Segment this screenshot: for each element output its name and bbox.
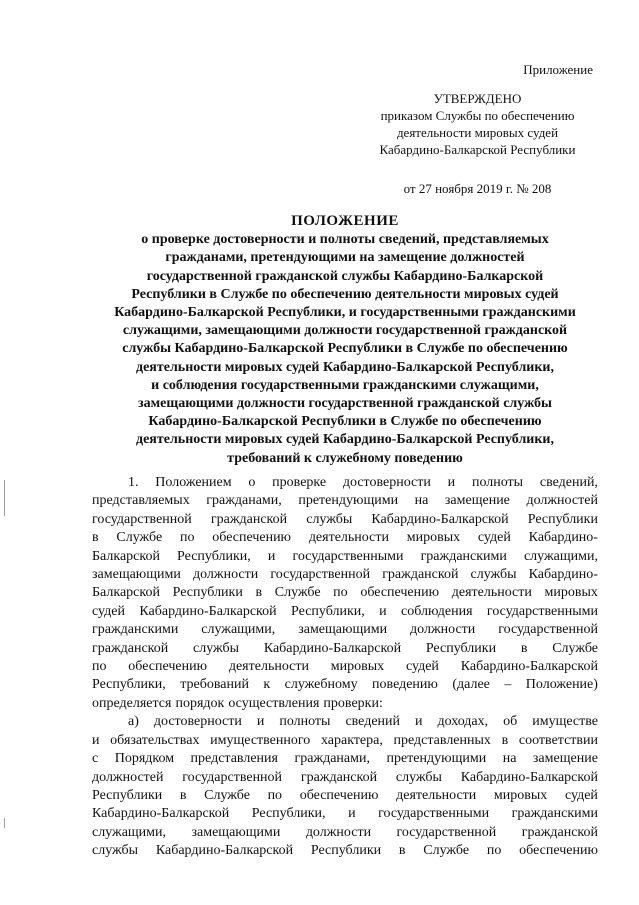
body-word: деятельности <box>451 585 532 601</box>
body-word: и <box>415 714 423 730</box>
body-word: поведению <box>372 677 438 693</box>
body-word: государственной <box>498 622 598 638</box>
body-line <box>92 842 598 860</box>
body-word: в <box>398 843 406 859</box>
body-word: полноты <box>279 714 331 730</box>
body-word: имущественного <box>210 732 311 748</box>
body-word: гражданскими <box>420 548 507 564</box>
body-word: представления <box>190 751 278 767</box>
body-word: замещающими <box>298 622 388 638</box>
body-word: мировых <box>493 787 548 803</box>
title-heading: ПОЛОЖЕНИЕ <box>291 213 399 229</box>
title-line: замещающими должности государственной гражданской службы <box>138 396 552 412</box>
body-word: Положением <box>155 475 232 490</box>
body-word: служащими, <box>201 622 276 638</box>
body-word: деятельности <box>228 659 309 675</box>
body-word: служащими, <box>523 548 598 564</box>
body-word: должности <box>410 622 476 638</box>
body-word: службы <box>193 640 240 656</box>
body-word: полноты <box>471 475 524 490</box>
body-word: в <box>501 732 509 748</box>
body-word: определяется <box>92 695 172 711</box>
body-word: достоверности <box>342 475 431 490</box>
body-word: представляемых <box>92 493 190 509</box>
title-line: Республики в Службе по обеспечению деятельности мировых судей <box>131 286 559 302</box>
body-word: и <box>379 603 387 619</box>
title-line: Кабардино-Балкарской Республики в Службе по обеспечению <box>148 414 542 430</box>
body-word: Республики, <box>92 677 166 693</box>
body-word: о <box>248 475 256 490</box>
body-word: обеспечению <box>212 530 292 546</box>
body-word: гражданскими <box>511 806 598 822</box>
approval-stamp: УТВЕРЖДЕНО <box>433 91 522 106</box>
title-line: деятельности мировых судей Кабардино-Балкарской Республики, <box>135 432 555 448</box>
body-word: претендующими <box>386 751 487 767</box>
body-word: Республики, <box>177 548 251 564</box>
body-word: об <box>503 714 518 730</box>
body-word: и <box>348 806 356 822</box>
body-word: должностей <box>92 769 164 785</box>
body-line <box>92 824 598 842</box>
body-word: судей <box>405 659 439 675</box>
body-word: гражданской <box>210 511 288 527</box>
body-word: имуществе <box>532 714 598 730</box>
body-word: мировых <box>330 659 385 675</box>
body-word: службы <box>470 567 517 583</box>
body-line <box>92 548 598 566</box>
body-word: мировых <box>544 585 598 601</box>
body-word: сведений <box>345 714 401 730</box>
body-word: представленных <box>393 732 491 748</box>
body-word: гражданской <box>382 567 459 583</box>
body-word: проверке <box>272 475 327 490</box>
body-word: служащими, <box>92 824 167 840</box>
body-word: и <box>92 732 100 748</box>
appendix-label: Приложение <box>523 62 593 77</box>
body-word: гражданами, <box>294 751 370 767</box>
body-line <box>92 676 598 694</box>
body-word: и <box>447 475 456 490</box>
body-word: мировых <box>406 530 461 546</box>
approval-block <box>360 90 595 197</box>
approval-order-line: деятельности мировых судей <box>396 125 559 140</box>
body-word: обязательствах <box>110 732 200 748</box>
body-word: Кабардино-Балкарской <box>263 640 402 656</box>
body-word: по <box>486 843 502 859</box>
body-word: обеспечению <box>360 585 440 601</box>
body-word: Кабардино-Балкарской <box>92 806 230 822</box>
body-word: по <box>92 659 107 675</box>
body-word: судей <box>92 603 125 619</box>
body-word: Республики, <box>291 603 365 619</box>
title-line: о проверке достоверности и полноты сведений, представляемых <box>141 232 549 248</box>
body-word: Положение) <box>525 677 598 693</box>
body-word: Службе <box>552 640 598 656</box>
approval-order-line: приказом Службы по обеспечению <box>380 108 575 123</box>
body-word: гражданской <box>521 824 598 840</box>
body-line <box>92 584 598 602</box>
body-word: Республики <box>425 640 497 656</box>
body-word: гражданами, <box>206 493 282 509</box>
body-word: к <box>263 677 271 693</box>
document-title <box>80 212 610 468</box>
scan-margin-mark <box>4 480 5 516</box>
body-word: и <box>256 714 265 730</box>
title-line: службы Кабардино-Балкарской Республики в Службе по обеспечению <box>122 341 568 357</box>
body-word: Кабардино- <box>528 530 598 546</box>
body-word: Службе <box>423 843 470 859</box>
body-word: на <box>414 493 429 509</box>
body-word: деятельности <box>396 787 477 803</box>
body-line <box>92 621 598 639</box>
body-word: государственной <box>182 769 283 785</box>
body-word: государственной <box>270 567 371 583</box>
body-line <box>92 658 598 676</box>
body-word: Кабардино-Балкарской <box>460 659 598 675</box>
body-word: осуществления <box>228 695 320 711</box>
body-word: соблюдения <box>401 603 473 619</box>
body-word: по <box>179 530 195 546</box>
body-word: требований <box>180 677 249 693</box>
body-word: Порядком <box>114 751 175 767</box>
title-line: государственной гражданской службы Кабардино-Балкарской <box>146 268 544 284</box>
body-word: по <box>333 585 348 601</box>
body-word: характера, <box>320 732 383 748</box>
body-line <box>92 492 598 510</box>
body-word: службы <box>92 843 139 859</box>
body-line <box>92 713 598 731</box>
body-word: Кабардино-Балкарской <box>155 843 294 859</box>
body-word: претендующими <box>298 493 399 509</box>
body-word: порядок <box>175 695 225 711</box>
body-line <box>92 787 598 805</box>
body-word: Кабардино- <box>528 567 598 583</box>
body-word: гражданскими <box>92 622 179 638</box>
body-word: Кабардино-Балкарской <box>139 603 277 619</box>
body-word: судей <box>477 530 511 546</box>
body-line <box>92 732 598 750</box>
body-word: на <box>502 751 517 767</box>
body-word: а) <box>128 714 139 730</box>
title-line: и соблюдения государственными гражданскими служащими, <box>151 377 539 393</box>
body-word: Службе <box>204 787 250 803</box>
body-line <box>92 603 598 621</box>
body-word: Балкарской <box>92 548 160 564</box>
body-word: 1. <box>128 475 139 490</box>
body-word: замещающими <box>92 567 181 583</box>
body-word: Республики <box>527 511 598 527</box>
title-line: служащими, замещающими должности государственной гражданской <box>122 323 568 339</box>
body-word: замещающими <box>191 824 281 840</box>
body-line <box>92 805 598 823</box>
body-word: – <box>504 677 512 693</box>
body-line <box>92 640 598 658</box>
body-line <box>92 695 598 713</box>
body-word: государственной <box>92 511 192 527</box>
body-line <box>92 566 598 584</box>
body-word: замещение <box>444 493 510 509</box>
body-line <box>92 511 598 529</box>
body-line <box>92 769 598 787</box>
body-word: государственными <box>486 603 598 619</box>
body-word: Службе <box>116 530 163 546</box>
body-word: государственными <box>292 548 404 564</box>
body-word: Республики, <box>251 806 326 822</box>
body-word: обеспечению <box>128 659 208 675</box>
body-word: обеспечению <box>299 787 379 803</box>
body-word: деятельности <box>308 530 389 546</box>
approval-date: от 27 ноября 2019 г. № 208 <box>403 181 552 196</box>
body-word: обеспечению <box>519 843 598 859</box>
body-word: государственной <box>396 824 497 840</box>
body-text <box>92 474 598 861</box>
body-word: судей <box>564 787 598 803</box>
approval-order-line: Кабардино-Балкарской Республики <box>379 142 576 157</box>
body-word: Республики <box>310 843 382 859</box>
body-word: Балкарской <box>92 585 160 601</box>
body-word: в <box>255 585 263 601</box>
body-word: в <box>520 640 528 656</box>
body-word: в <box>92 530 99 546</box>
body-word: Кабардино-Балкарской <box>371 511 509 527</box>
body-line <box>92 529 598 547</box>
body-word: в <box>179 787 187 803</box>
title-line: деятельности мировых судей Кабардино-Балкарской Республики, <box>135 359 555 375</box>
body-word: служебному <box>284 677 358 693</box>
body-word: Кабардино-Балкарской <box>460 769 598 785</box>
body-word: соответствии <box>518 732 598 748</box>
body-word: гражданской <box>300 769 378 785</box>
title-line: Кабардино-Балкарской Республики, и государственными гражданскими <box>114 305 576 321</box>
body-word: проверки: <box>323 695 383 711</box>
body-word: (далее <box>452 677 490 693</box>
body-word: государственными <box>378 806 490 822</box>
body-word: и <box>267 548 276 564</box>
body-word: доходах, <box>437 714 489 730</box>
body-word: сведений, <box>539 475 598 490</box>
body-word: достоверности <box>153 714 242 730</box>
body-line <box>92 750 598 768</box>
title-line: требований к служебному поведению <box>227 450 463 466</box>
body-line <box>92 474 598 492</box>
scan-margin-mark <box>4 818 5 828</box>
body-word: по <box>267 787 283 803</box>
body-word: замещение <box>532 751 598 767</box>
body-word: службы <box>306 511 353 527</box>
title-line: гражданами, претендующими на замещение должностей <box>165 250 525 266</box>
body-word: должности <box>305 824 372 840</box>
body-word: гражданской <box>92 640 169 656</box>
body-word: Республики <box>92 787 163 803</box>
body-word: должностей <box>526 493 598 509</box>
body-word: должности <box>192 567 259 583</box>
body-word: Республики <box>172 585 243 601</box>
body-word: с <box>92 751 99 767</box>
body-word: службы <box>395 769 442 785</box>
body-word: Службе <box>274 585 321 601</box>
